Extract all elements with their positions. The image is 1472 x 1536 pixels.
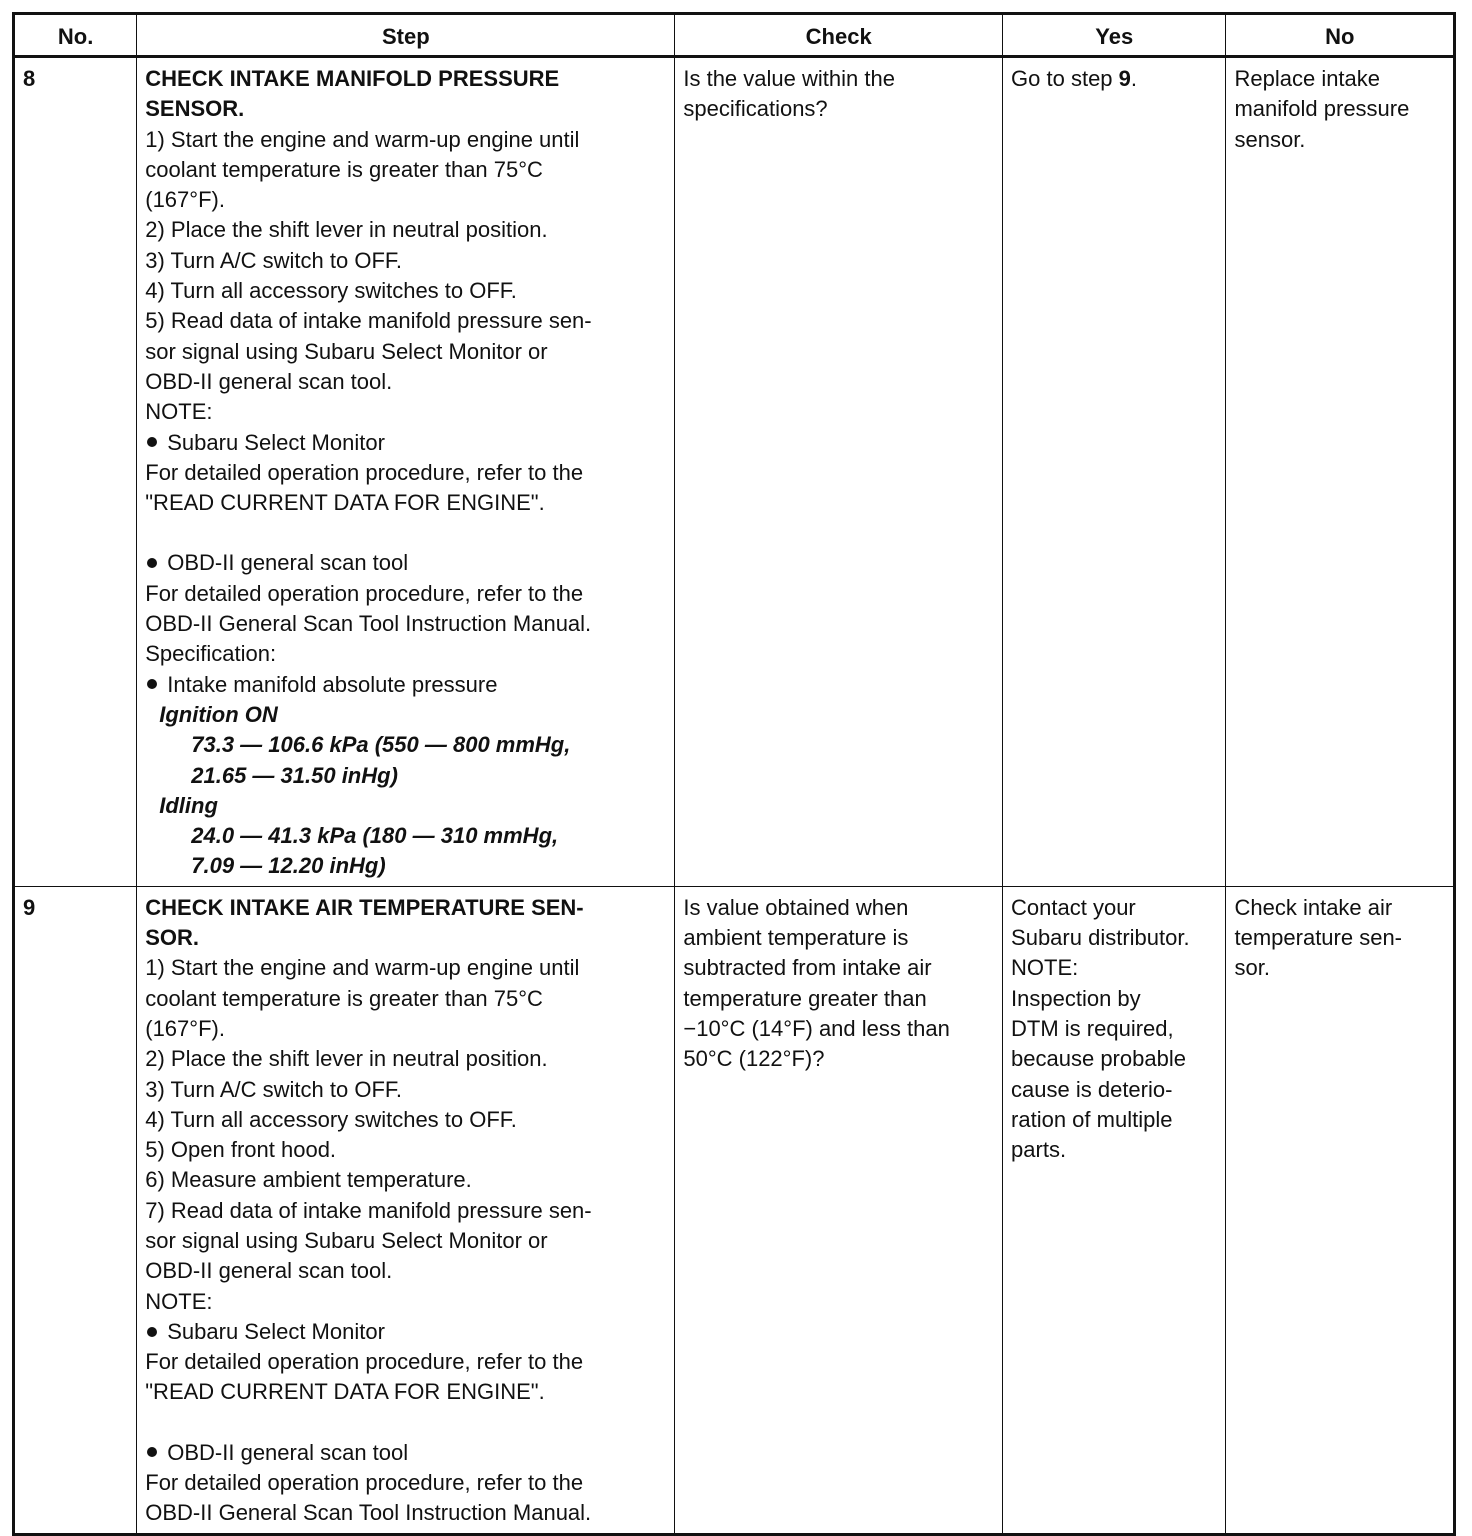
step-text: 4) Turn all accessory switches to OFF.	[145, 278, 517, 304]
spec-value: 7.09 — 12.20 inHg)	[191, 853, 386, 879]
check-text: temperature greater than	[683, 985, 927, 1011]
bullet-icon	[147, 679, 157, 689]
note-label: NOTE:	[1011, 955, 1079, 981]
step-text: 5) Read data of intake manifold pressure sen-	[145, 308, 592, 334]
yes-text: parts.	[1011, 1137, 1067, 1163]
check-text: −10°C (14°F) and less than	[683, 1015, 950, 1041]
step-text: 2) Place the shift lever in neutral position.	[145, 217, 548, 243]
no-cell	[1226, 57, 1455, 887]
goto-step-link[interactable]: 9	[1118, 66, 1131, 91]
header-no: No.	[14, 14, 137, 57]
step-text: 4) Turn all accessory switches to OFF.	[145, 1106, 517, 1132]
yes-text: because probable	[1011, 1046, 1186, 1072]
step-text: sor signal using Subaru Select Monitor or	[145, 1227, 548, 1253]
no-text: sor.	[1234, 955, 1270, 981]
spec-value: 73.3 — 106.6 kPa (550 — 800 mmHg,	[191, 732, 571, 758]
spec-condition: Idling	[159, 792, 218, 818]
step-text: (167°F).	[145, 187, 225, 213]
bullet-text: Subaru Select Monitor	[167, 1318, 385, 1344]
note-label: NOTE:	[145, 1288, 213, 1314]
bullet-text: Subaru Select Monitor	[167, 429, 385, 455]
yes-text: Inspection by	[1011, 985, 1141, 1011]
yes-period: .	[1130, 66, 1138, 91]
yes-text: ration of multiple	[1011, 1106, 1173, 1132]
step-text: For detailed operation procedure, refer to the	[145, 459, 584, 485]
yes-text: DTM is required,	[1011, 1015, 1174, 1041]
step-text: OBD-II general scan tool.	[145, 368, 393, 394]
spec-value: 24.0 — 41.3 kPa (180 — 310 mmHg,	[191, 823, 559, 849]
yes-text	[1011, 64, 1217, 94]
check-text: subtracted from intake air	[683, 955, 932, 981]
bullet-item	[145, 670, 666, 700]
yes-text: cause is deterio-	[1011, 1076, 1173, 1102]
bullet-item	[145, 1438, 666, 1468]
yes-text: Contact your	[1011, 894, 1136, 920]
step-text: sor signal using Subaru Select Monitor or	[145, 338, 548, 364]
step-text: coolant temperature is greater than 75°C	[145, 985, 543, 1011]
bullet-item	[145, 548, 666, 578]
bullet-text: OBD-II general scan tool	[167, 550, 409, 576]
step-title-cont: SENSOR.	[145, 96, 245, 122]
bullet-icon	[147, 437, 157, 447]
bullet-item	[145, 428, 666, 458]
bullet-text: OBD-II general scan tool	[167, 1439, 409, 1465]
table-row-step-9	[14, 886, 1455, 1534]
step-text: For detailed operation procedure, refer to the	[145, 1349, 584, 1375]
spacer	[145, 1408, 666, 1438]
step-text: 2) Place the shift lever in neutral position.	[145, 1046, 548, 1072]
step-title: CHECK INTAKE MANIFOLD PRESSURE	[145, 66, 560, 91]
spec-value: 21.65 — 31.50 inHg)	[191, 762, 398, 788]
table-row-step-8	[14, 57, 1455, 887]
step-number: 8	[14, 57, 137, 887]
step-text: OBD-II general scan tool.	[145, 1258, 393, 1284]
header-no-result: No	[1226, 14, 1455, 57]
no-text: temperature sen-	[1234, 925, 1403, 951]
step-text: 1) Start the engine and warm-up engine until	[145, 126, 580, 152]
bullet-text: Intake manifold absolute pressure	[167, 671, 498, 697]
step-text: OBD-II General Scan Tool Instruction Manual.	[145, 1500, 592, 1526]
step-title-cont: SOR.	[145, 925, 200, 951]
step-text: "READ CURRENT DATA FOR ENGINE".	[145, 1379, 545, 1405]
header-yes: Yes	[1003, 14, 1226, 57]
bullet-item	[145, 1317, 666, 1347]
bullet-icon	[147, 1447, 157, 1457]
step-text: 5) Open front hood.	[145, 1137, 337, 1163]
bullet-icon	[147, 1327, 157, 1337]
bullet-icon	[147, 558, 157, 568]
yes-label: Go to step	[1011, 66, 1113, 91]
check-text: ambient temperature is	[683, 925, 909, 951]
check-text: Is value obtained when	[683, 894, 909, 920]
step-text: coolant temperature is greater than 75°C	[145, 156, 543, 182]
no-cell	[1226, 886, 1455, 1534]
yes-cell	[1003, 57, 1226, 887]
step-cell	[137, 886, 675, 1534]
check-cell	[675, 886, 1003, 1534]
diagnostic-table	[12, 12, 1456, 1536]
no-text: manifold pressure	[1234, 96, 1410, 122]
no-text: Replace intake	[1234, 66, 1381, 91]
step-cell	[137, 57, 675, 887]
no-text: sensor.	[1234, 126, 1306, 152]
check-text: 50°C (122°F)?	[683, 1046, 825, 1072]
check-text: specifications?	[683, 96, 828, 122]
step-text: OBD-II General Scan Tool Instruction Manual.	[145, 611, 592, 637]
step-text: For detailed operation procedure, refer to the	[145, 1470, 584, 1496]
step-number: 9	[14, 886, 137, 1534]
check-text: Is the value within the	[683, 66, 895, 91]
step-text: 3) Turn A/C switch to OFF.	[145, 1076, 402, 1102]
spec-condition: Ignition ON	[159, 701, 278, 727]
table-header-row	[14, 14, 1455, 57]
check-cell	[675, 57, 1003, 887]
spec-label: Specification:	[145, 641, 277, 667]
yes-text: Subaru distributor.	[1011, 925, 1190, 951]
step-text: (167°F).	[145, 1015, 225, 1041]
spacer	[145, 518, 666, 548]
step-text: "READ CURRENT DATA FOR ENGINE".	[145, 490, 545, 516]
step-text: 3) Turn A/C switch to OFF.	[145, 247, 402, 273]
step-text: For detailed operation procedure, refer to the	[145, 580, 584, 606]
yes-cell	[1003, 886, 1226, 1534]
header-check: Check	[675, 14, 1003, 57]
step-title: CHECK INTAKE AIR TEMPERATURE SEN-	[145, 894, 584, 920]
step-text: 7) Read data of intake manifold pressure sen-	[145, 1197, 592, 1223]
no-text: Check intake air	[1234, 894, 1393, 920]
step-text: 1) Start the engine and warm-up engine until	[145, 955, 580, 981]
note-label: NOTE:	[145, 399, 213, 425]
step-text: 6) Measure ambient temperature.	[145, 1167, 472, 1193]
header-step: Step	[137, 14, 675, 57]
